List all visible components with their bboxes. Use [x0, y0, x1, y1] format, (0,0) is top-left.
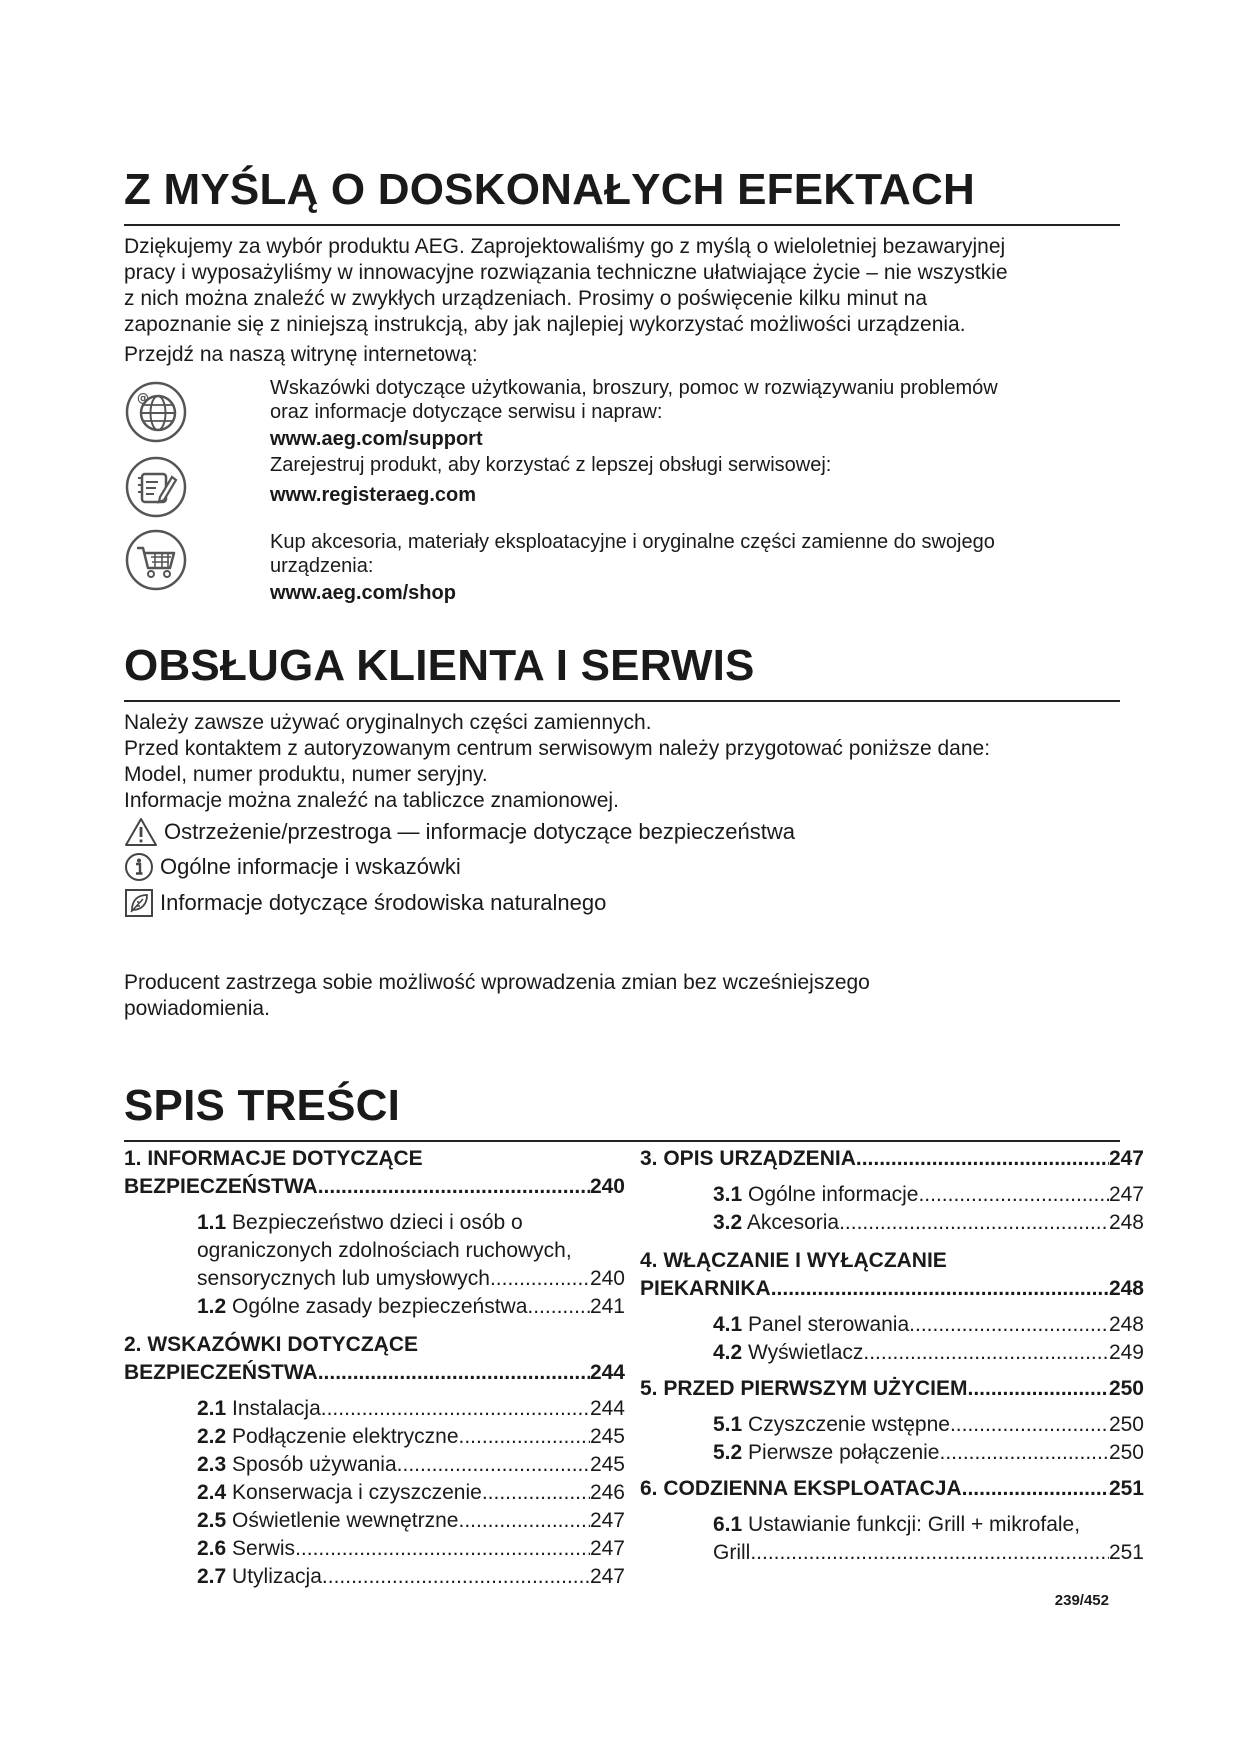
toc-page-number: 248 [1108, 1313, 1144, 1336]
toc-section-number: 2.2 [197, 1425, 227, 1448]
toc-section-title: Oświetlenie wewnętrzne [232, 1509, 459, 1532]
toc-section-number: 2.6 [197, 1537, 227, 1560]
toc-section-number: 2.4 [197, 1481, 227, 1504]
toc-page-number: 246 [589, 1481, 625, 1504]
toc-page-number: 244 [589, 1361, 625, 1384]
toc-chapter-title: 6. CODZIENNA EKSPLOATACJA [640, 1477, 962, 1500]
legend-info-text: Ogólne informacje i wskazówki [160, 854, 461, 879]
shop-link[interactable]: www.aeg.com/shop [270, 582, 456, 604]
register-text: Zarejestruj produkt, aby korzystać z lepszej obsługi serwisowej: [270, 454, 832, 476]
service-paragraph [124, 710, 1124, 814]
shopping-cart-icon [124, 528, 188, 592]
toc-chapter[interactable] [124, 1331, 625, 1387]
toc-page-number: 247 [589, 1509, 625, 1532]
toc-section-title: Sposób używania [232, 1453, 397, 1476]
toc-section[interactable] [713, 1439, 1144, 1467]
toc-chapter-title: BEZPIECZEŃSTWA [124, 1361, 318, 1384]
toc-section-title: Akcesoria [746, 1211, 840, 1234]
service-line: Informacje można znaleźć na tabliczce znamionowej. [124, 789, 619, 812]
toc-section-title: ograniczonych zdolnościach ruchowych, [197, 1239, 572, 1262]
toc-section-number: 6.1 [713, 1513, 743, 1536]
leaf-environment-icon [124, 888, 154, 918]
toc-section[interactable] [713, 1209, 1144, 1237]
toc-section-title: Czyszczenie wstępne [748, 1413, 950, 1436]
toc-section[interactable] [197, 1479, 625, 1507]
support-text: oraz informacje dotyczące serwisu i napraw: [270, 401, 663, 423]
toc-left-column [124, 1145, 625, 1591]
page-number: 239/452 [1054, 1592, 1109, 1609]
toc-page-number: 245 [589, 1453, 625, 1476]
legend-info [124, 852, 461, 882]
intro-line: pracy i wyposażyliśmy w innowacyjne rozwiązania techniczne ułatwiające życie – nie wszystkie [124, 261, 1008, 284]
toc-section-number: 1.2 [197, 1295, 227, 1318]
toc-page-number: 248 [1108, 1211, 1144, 1234]
toc-page-number: 241 [589, 1295, 625, 1318]
visit-website-text: Przejdź na naszą witrynę internetową: [124, 343, 478, 366]
toc-page-number: 250 [1108, 1441, 1144, 1464]
toc-section-number: 4.2 [713, 1341, 743, 1364]
intro-line: zapoznanie się z niniejszą instrukcją, aby jak najlepiej wykorzystać możliwości urządzenia. [124, 313, 966, 336]
shop-text: urządzenia: [270, 555, 374, 577]
toc-page-number: 250 [1108, 1413, 1144, 1436]
toc-chapter-title: 2. WSKAZÓWKI DOTYCZĄCE [124, 1333, 418, 1356]
support-info [270, 376, 1120, 451]
toc-heading: SPIS TREŚCI [124, 1084, 1120, 1142]
toc-section[interactable] [197, 1395, 625, 1423]
intro-line: Dziękujemy za wybór produktu AEG. Zaprojektowaliśmy go z myślą o wieloletniej bezawaryjnej [124, 235, 1006, 258]
toc-section[interactable] [197, 1451, 625, 1479]
toc-section-title: Wyświetlacz [748, 1341, 864, 1364]
toc-section-title: Bezpieczeństwo dzieci i osób o [232, 1211, 523, 1234]
info-circle-icon [124, 852, 154, 882]
warning-triangle-icon [124, 817, 158, 847]
toc-section-number: 2.1 [197, 1397, 227, 1420]
toc-section[interactable] [197, 1293, 625, 1321]
toc-page-number: 240 [589, 1267, 625, 1290]
toc-chapter[interactable] [640, 1247, 1144, 1303]
toc-page-number: 244 [589, 1397, 625, 1420]
service-heading: OBSŁUGA KLIENTA I SERWIS [124, 644, 1120, 702]
support-link[interactable]: www.aeg.com/support [270, 428, 483, 450]
toc-page-number: 251 [1108, 1477, 1144, 1500]
toc-page-number: 249 [1108, 1341, 1144, 1364]
disclaimer-paragraph [124, 970, 1024, 1022]
globe-icon [124, 380, 188, 444]
toc-section[interactable] [713, 1411, 1144, 1439]
notepad-pen-icon [124, 455, 188, 519]
intro-paragraph [124, 234, 1124, 338]
toc-page-number: 247 [589, 1565, 625, 1588]
toc-section[interactable] [713, 1311, 1144, 1339]
toc-section-title: sensorycznych lub umysłowych [197, 1267, 490, 1290]
toc-section-title: Serwis [232, 1537, 296, 1560]
toc-section-title: Utylizacja [232, 1565, 322, 1588]
legend-warning-text: Ostrzeżenie/przestroga — informacje dotyczące bezpieczeństwa [164, 819, 795, 844]
toc-page-number: 247 [1108, 1147, 1144, 1170]
toc-page-number: 247 [589, 1537, 625, 1560]
disclaimer-line: powiadomienia. [124, 997, 270, 1020]
toc-section[interactable] [197, 1423, 625, 1451]
toc-chapter-title: 3. OPIS URZĄDZENIA [640, 1147, 856, 1170]
manual-page [124, 0, 1144, 1754]
toc-section-number: 1.1 [197, 1211, 227, 1234]
legend-environment [124, 888, 606, 918]
toc-chapter-title: PIEKARNIKA [640, 1277, 771, 1300]
toc-chapter-title: 4. WŁĄCZANIE I WYŁĄCZANIE [640, 1249, 947, 1272]
toc-section[interactable] [197, 1563, 625, 1591]
toc-page-number: 248 [1108, 1277, 1144, 1300]
toc-section-number: 2.7 [197, 1565, 227, 1588]
shop-info [270, 530, 1120, 605]
intro-line: z nich można znaleźć w zwykłych urządzeniach. Prosimy o poświęcenie kilku minut na [124, 287, 928, 310]
toc-section-number: 4.1 [713, 1313, 743, 1336]
svg-text:@: @ [137, 391, 149, 405]
toc-section[interactable] [713, 1181, 1144, 1209]
toc-section-title: Konserwacja i czyszczenie [232, 1481, 482, 1504]
toc-chapter[interactable] [124, 1145, 625, 1201]
toc-chapter[interactable] [640, 1145, 1144, 1173]
toc-section-number: 2.5 [197, 1509, 227, 1532]
support-text: Wskazówki dotyczące użytkowania, broszury, pomoc w rozwiązywaniu problemów [270, 377, 998, 399]
toc-section[interactable] [713, 1339, 1144, 1367]
toc-page-number: 245 [589, 1425, 625, 1448]
service-line: Należy zawsze używać oryginalnych części zamiennych. [124, 711, 652, 734]
toc-right-column [640, 1145, 1144, 1567]
toc-chapter[interactable] [640, 1375, 1144, 1403]
toc-page-number: 247 [1108, 1183, 1144, 1206]
toc-section-number: 5.1 [713, 1413, 743, 1436]
toc-section-title: Grill [713, 1541, 751, 1564]
toc-chapter-title: BEZPIECZEŃSTWA [124, 1175, 318, 1198]
toc-section[interactable] [713, 1511, 1144, 1567]
toc-section-title: Panel sterowania [748, 1313, 910, 1336]
toc-section-title: Pierwsze połączenie [748, 1441, 940, 1464]
toc-section-title: Ogólne informacje [748, 1183, 919, 1206]
toc-section-title: Podłączenie elektryczne [232, 1425, 459, 1448]
disclaimer-line: Producent zastrzega sobie możliwość wprowadzenia zmian bez wcześniejszego [124, 971, 870, 994]
toc-section-number: 5.2 [713, 1441, 743, 1464]
legend-environment-text: Informacje dotyczące środowiska naturalnego [160, 890, 607, 915]
toc-section-title: Instalacja [232, 1397, 321, 1420]
toc-chapter-title: 5. PRZED PIERWSZYM UŻYCIEM [640, 1377, 968, 1400]
toc-section-title: Ogólne zasady bezpieczeństwa [232, 1295, 528, 1318]
toc-section[interactable] [197, 1209, 625, 1293]
legend-warning [124, 817, 795, 847]
register-info [270, 453, 1120, 507]
toc-section[interactable] [197, 1507, 625, 1535]
service-line: Przed kontaktem z autoryzowanym centrum serwisowym należy przygotować poniższe dane: [124, 737, 991, 760]
shop-text: Kup akcesoria, materiały eksploatacyjne i oryginalne części zamienne do swojego [270, 531, 995, 553]
toc-page-number: 251 [1108, 1541, 1144, 1564]
toc-section-number: 3.2 [713, 1211, 743, 1234]
toc-page-number: 240 [589, 1175, 625, 1198]
toc-section-title: Ustawianie funkcji: Grill + mikrofale, [748, 1513, 1081, 1536]
toc-chapter[interactable] [640, 1475, 1144, 1503]
register-link[interactable]: www.registeraeg.com [270, 484, 476, 506]
toc-chapter-title: 1. INFORMACJE DOTYCZĄCE [124, 1147, 423, 1170]
toc-section-number: 2.3 [197, 1453, 227, 1476]
toc-page-number: 250 [1108, 1377, 1144, 1400]
intro-heading: Z MYŚLĄ O DOSKONAŁYCH EFEKTACH [124, 168, 1120, 226]
toc-section[interactable] [197, 1535, 625, 1563]
service-line: Model, numer produktu, numer seryjny. [124, 763, 488, 786]
toc-section-number: 3.1 [713, 1183, 743, 1206]
